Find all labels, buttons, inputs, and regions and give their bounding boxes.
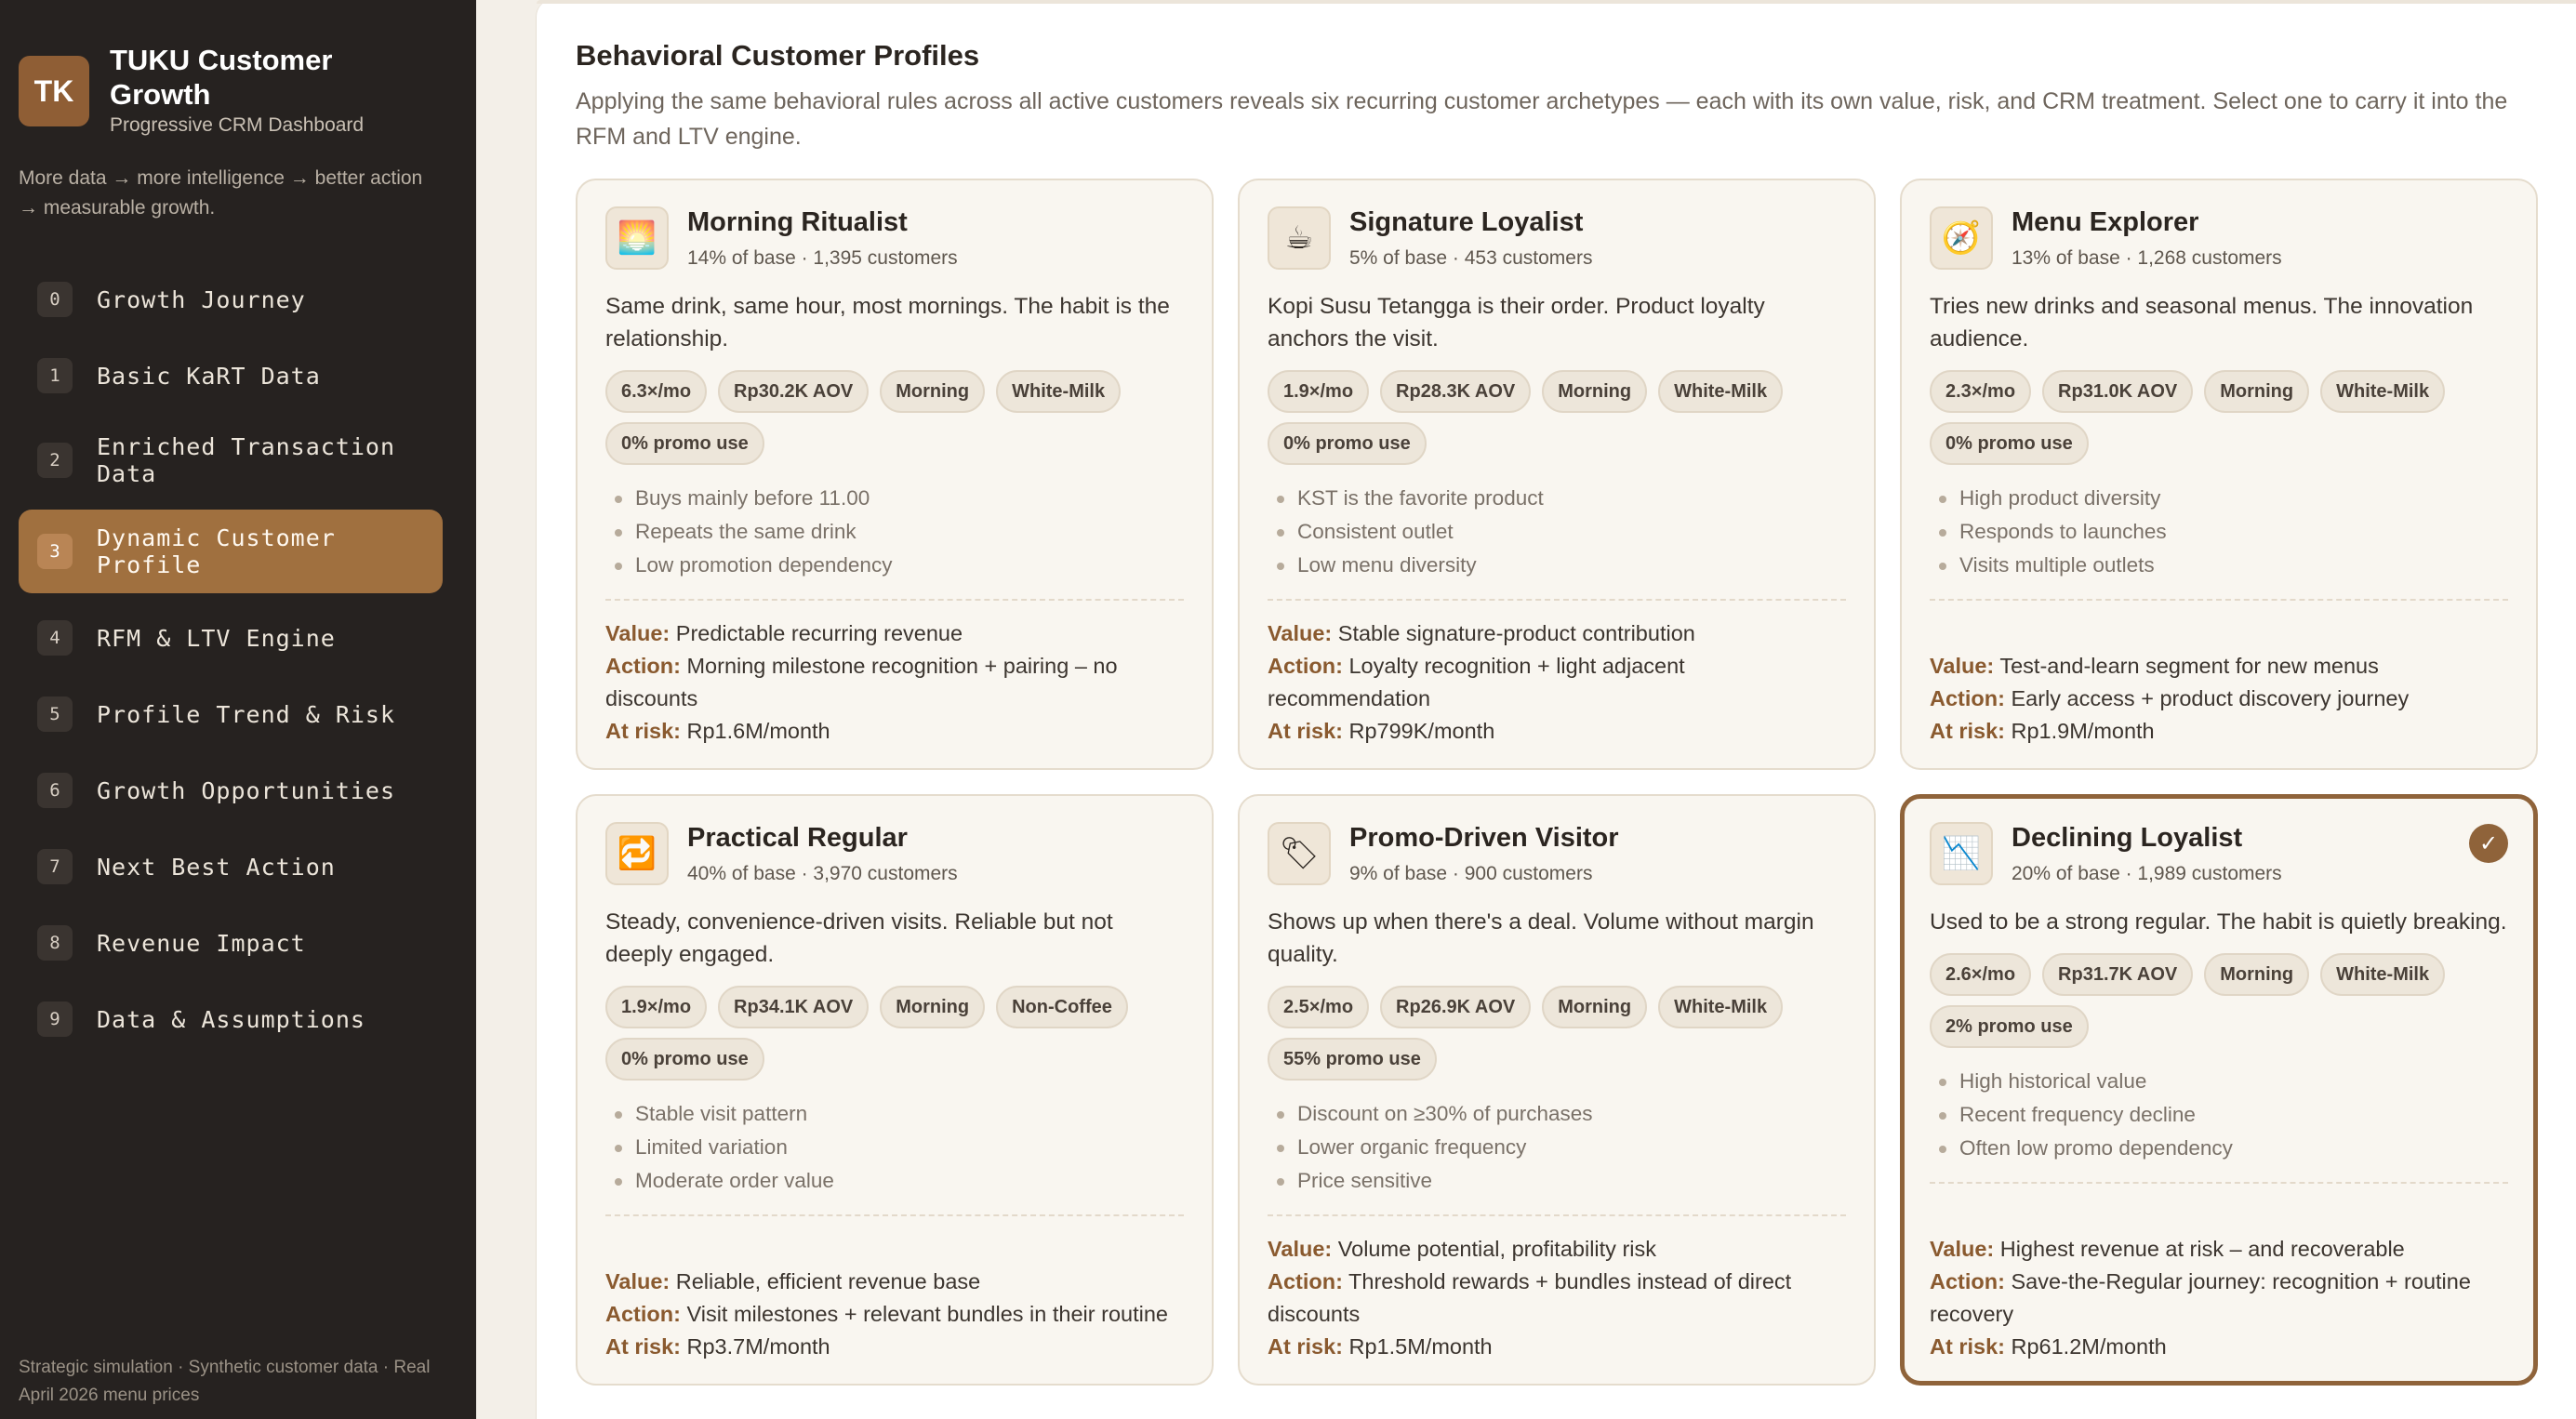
coffee-cup-icon: ☕ [1268, 206, 1331, 270]
footer-risk-label: At risk: [605, 719, 681, 743]
footer-risk-value: Rp1.5M/month [1348, 1334, 1493, 1359]
metric-chip: 6.3×/mo [605, 370, 707, 413]
sidebar-item-number: 2 [37, 443, 73, 478]
metric-chip: White-Milk [1658, 370, 1783, 413]
metric-chip: 2.3×/mo [1930, 370, 2031, 413]
metric-chip: Rp26.9K AOV [1380, 986, 1531, 1028]
metric-chip: Rp28.3K AOV [1380, 370, 1531, 413]
metric-chip: Rp34.1K AOV [718, 986, 869, 1028]
footer-risk-line [1268, 1331, 1846, 1363]
footer-action-line [1268, 1266, 1846, 1331]
profile-card[interactable] [1900, 794, 2538, 1386]
trait-list [605, 482, 1184, 582]
sidebar-item-label: Growth Journey [97, 285, 306, 313]
sidebar-item-number: 7 [37, 849, 73, 884]
sidebar-item-8[interactable] [19, 908, 443, 978]
profile-card[interactable] [576, 794, 1214, 1386]
card-divider [1930, 1182, 2508, 1184]
brand [19, 43, 389, 137]
footer-value-value: Stable signature-product contribution [1337, 621, 1695, 645]
price-tag-icon: 🏷 [1268, 822, 1331, 885]
trait-item: Low promotion dependency [605, 549, 1184, 582]
metric-chip: 2% promo use [1930, 1005, 2089, 1048]
footer-value-line [605, 617, 1184, 650]
footer-action-value: Threshold rewards + bundles instead of direct discounts [1268, 1269, 1792, 1326]
metric-chip: Rp31.0K AOV [2042, 370, 2193, 413]
sidebar-item-number: 9 [37, 1001, 73, 1037]
footer-action-line [1930, 683, 2508, 715]
footer-action-label: Action: [1930, 1269, 2005, 1293]
metric-chip: Morning [1542, 370, 1647, 413]
footer-action-line [605, 650, 1184, 715]
footer-action-label: Action: [1930, 686, 2005, 710]
footer-value-label: Value: [1268, 1237, 1333, 1261]
footer-action-value: Morning milestone recognition + pairing – no discounts [605, 654, 1118, 710]
trait-item: Recent frequency decline [1930, 1098, 2508, 1132]
trait-item: Visits multiple outlets [1930, 549, 2508, 582]
card-footer [605, 1266, 1184, 1363]
footer-action-value: Visit milestones + relevant bundles in their routine [686, 1302, 1168, 1326]
app-subtitle: Progressive CRM Dashboard [110, 114, 365, 136]
footer-risk-value: Rp61.2M/month [2011, 1334, 2167, 1359]
footer-action-label: Action: [605, 1302, 681, 1326]
profile-name: Promo-Driven Visitor [1349, 823, 1619, 853]
trait-list [1268, 482, 1846, 582]
page-description: Applying the same behavioral rules across all active customers reveals six recurring customer archetypes — each with its own value, risk, and CRM treatment. Select one to carry it into the RFM and LTV engine. [576, 88, 2508, 150]
footer-risk-line [1930, 1331, 2508, 1363]
sidebar-item-3[interactable] [19, 510, 443, 593]
trait-item: High product diversity [1930, 482, 2508, 515]
footer-value-value: Reliable, efficient revenue base [675, 1269, 981, 1293]
metric-chips [605, 370, 1163, 465]
trait-item: Discount on ≥30% of purchases [1268, 1097, 1846, 1131]
sidebar-item-number: 0 [37, 282, 73, 317]
sidebar-item-0[interactable] [19, 264, 443, 335]
metric-chips [1930, 370, 2488, 465]
card-titles [2012, 206, 2282, 270]
app-title: TUKU Customer Growth [110, 44, 333, 111]
chart-decreasing-icon: 📉 [1930, 822, 1993, 885]
trait-item: Stable visit pattern [605, 1097, 1184, 1131]
footer-action-label: Action: [1268, 1269, 1343, 1293]
footer-risk-value: Rp3.7M/month [686, 1334, 830, 1359]
sunrise-icon: 🌅 [605, 206, 669, 270]
card-divider [1268, 1214, 1846, 1216]
card-titles [2012, 822, 2282, 885]
profile-name: Morning Ritualist [687, 207, 908, 237]
profile-description: Same drink, same hour, most mornings. The habit is the relationship. [605, 294, 1170, 351]
footer-value-value: Volume potential, profitability risk [1337, 1237, 1656, 1261]
card-divider [1268, 599, 1846, 601]
sidebar-item-label: Data & Assumptions [97, 1005, 365, 1033]
page-title: Behavioral Customer Profiles [576, 39, 980, 72]
card-footer [1930, 1233, 2508, 1363]
sidebar-item-number: 1 [37, 358, 73, 393]
metric-chip: 2.6×/mo [1930, 953, 2031, 996]
footer-risk-line [1268, 715, 1846, 748]
metric-chip: Morning [2204, 953, 2309, 996]
sidebar-item-number: 6 [37, 773, 73, 808]
footer-value-line [1268, 1233, 1846, 1266]
trait-item: Limited variation [605, 1131, 1184, 1164]
footer-value-label: Value: [1268, 621, 1333, 645]
footer-risk-label: At risk: [605, 1334, 681, 1359]
metric-chip: White-Milk [1658, 986, 1783, 1028]
trait-item: Often low promo dependency [1930, 1132, 2508, 1165]
profile-grid [576, 179, 2538, 1386]
footer-value-label: Value: [605, 621, 671, 645]
card-footer [1930, 650, 2508, 748]
footer-value-label: Value: [1930, 654, 1995, 678]
card-footer [1268, 617, 1846, 748]
footer-risk-line [1930, 715, 2508, 748]
compass-icon: 🧭 [1930, 206, 1993, 270]
metric-chips [1268, 986, 1826, 1081]
metric-chip: Morning [1542, 986, 1647, 1028]
sidebar-item-number: 8 [37, 925, 73, 961]
trait-list [1930, 1065, 2508, 1165]
profile-card[interactable] [1900, 179, 2538, 770]
footer-action-value: Save-the-Regular journey: recognition + routine recovery [1930, 1269, 2471, 1326]
profile-description: Steady, convenience-driven visits. Reliable but not deeply engaged. [605, 909, 1113, 967]
card-divider [605, 599, 1184, 601]
card-header [1268, 822, 1846, 885]
metric-chip: Morning [880, 986, 985, 1028]
profile-description: Tries new drinks and seasonal menus. The innovation audience. [1930, 294, 2474, 351]
footer-action-label: Action: [1268, 654, 1343, 678]
footer-value-value: Predictable recurring revenue [675, 621, 963, 645]
footer-value-line [1930, 1233, 2508, 1266]
sidebar-item-9[interactable] [19, 984, 443, 1054]
footer-value-label: Value: [1930, 1237, 1995, 1261]
sidebar-item-number: 3 [37, 534, 73, 569]
footer-risk-line [605, 715, 1184, 748]
card-header [1268, 206, 1846, 270]
card-header [1930, 822, 2508, 885]
profile-card[interactable] [576, 179, 1214, 770]
sidebar-item-label: Revenue Impact [97, 929, 306, 957]
sidebar-item-4[interactable] [19, 603, 443, 673]
card-titles [1349, 822, 1619, 885]
footer-risk-value: Rp1.6M/month [686, 719, 830, 743]
footer-risk-value: Rp1.9M/month [2011, 719, 2155, 743]
metric-chips [1268, 370, 1826, 465]
sidebar-item-label: Profile Trend & Risk [97, 700, 396, 728]
sidebar-item-5[interactable] [19, 679, 443, 749]
sidebar-item-number: 4 [37, 620, 73, 656]
metric-chip: 0% promo use [1930, 422, 2089, 465]
trait-list [1268, 1097, 1846, 1198]
trait-item: Price sensitive [1268, 1164, 1846, 1198]
footer-note: Strategic simulation · Synthetic customer data · Real April 2026 menu prices [19, 1358, 431, 1405]
sidebar-item-label: Basic KaRT Data [97, 362, 321, 390]
profile-meta: 20% of base · 1,989 customers [2012, 863, 2282, 884]
trait-list [1930, 482, 2508, 582]
trait-item: Buys mainly before 11.00 [605, 482, 1184, 515]
metric-chip: 0% promo use [605, 422, 764, 465]
footer-action-line [605, 1298, 1184, 1331]
profile-description: Kopi Susu Tetangga is their order. Product loyalty anchors the visit. [1268, 294, 1765, 351]
metric-chips [605, 986, 1163, 1081]
selected-check-icon: ✓ [2469, 824, 2508, 863]
profile-name: Practical Regular [687, 823, 908, 853]
footer-risk-label: At risk: [1930, 1334, 2005, 1359]
metric-chip: White-Milk [2320, 370, 2445, 413]
sidebar-item-number: 5 [37, 696, 73, 732]
trait-item: Responds to launches [1930, 515, 2508, 549]
profile-meta: 14% of base · 1,395 customers [687, 247, 958, 269]
card-header [1930, 206, 2508, 270]
brand-logo: TK [19, 56, 89, 126]
footer-action-value: Loyalty recognition + light adjacent recommendation [1268, 654, 1685, 710]
footer-value-line [1268, 617, 1846, 650]
footer-action-label: Action: [605, 654, 681, 678]
trait-item: Consistent outlet [1268, 515, 1846, 549]
profile-meta: 40% of base · 3,970 customers [687, 863, 958, 884]
sidebar-item-6[interactable] [19, 755, 443, 826]
trait-item: High historical value [1930, 1065, 2508, 1098]
footer-action-value: Early access + product discovery journey [2011, 686, 2410, 710]
footer-action-line [1930, 1266, 2508, 1331]
card-divider [1930, 599, 2508, 601]
footer-action-line [1268, 650, 1846, 715]
metric-chip: Rp30.2K AOV [718, 370, 869, 413]
trait-item: Low menu diversity [1268, 549, 1846, 582]
card-titles [1349, 206, 1592, 270]
sidebar-item-label: Next Best Action [97, 853, 336, 881]
metric-chip: Morning [2204, 370, 2309, 413]
footer-value-label: Value: [605, 1269, 671, 1293]
footer-risk-label: At risk: [1930, 719, 2005, 743]
trait-item: Repeats the same drink [605, 515, 1184, 549]
footer-value-value: Highest revenue at risk – and recoverable [1999, 1237, 2405, 1261]
sidebar [0, 0, 476, 1419]
card-titles [687, 206, 958, 270]
sidebar-item-label: Enriched Transaction Data [97, 433, 396, 487]
card-footer [1268, 1233, 1846, 1363]
profile-meta: 13% of base · 1,268 customers [2012, 247, 2282, 269]
profile-card[interactable] [1238, 179, 1876, 770]
profile-card[interactable] [1238, 794, 1876, 1386]
trait-item: KST is the favorite product [1268, 482, 1846, 515]
metric-chip: Morning [880, 370, 985, 413]
profile-meta: 9% of base · 900 customers [1349, 863, 1593, 884]
footer-value-value: Test-and-learn segment for new menus [1999, 654, 2379, 678]
panel-top-divider [537, 0, 2576, 4]
footer-risk-label: At risk: [1268, 1334, 1343, 1359]
metric-chip: White-Milk [2320, 953, 2445, 996]
profile-meta: 5% of base · 453 customers [1349, 247, 1593, 269]
metric-chip: 1.9×/mo [605, 986, 707, 1028]
metric-chip: Non-Coffee [996, 986, 1128, 1028]
trait-list [605, 1097, 1184, 1198]
metric-chip: 2.5×/mo [1268, 986, 1369, 1028]
metric-chips [1930, 953, 2488, 1048]
metric-chip: 0% promo use [1268, 422, 1427, 465]
metric-chip: 55% promo use [1268, 1038, 1437, 1081]
footer-value-line [605, 1266, 1184, 1298]
card-header [605, 206, 1184, 270]
footer-risk-label: At risk: [1268, 719, 1343, 743]
sidebar-item-2[interactable] [19, 418, 443, 502]
metric-chip: 0% promo use [605, 1038, 764, 1081]
profile-description: Shows up when there's a deal. Volume without margin quality. [1268, 909, 1814, 967]
repeat-icon: 🔁 [605, 822, 669, 885]
profile-name: Declining Loyalist [2012, 823, 2243, 853]
card-footer [605, 617, 1184, 748]
footer-risk-line [605, 1331, 1184, 1363]
sidebar-item-1[interactable] [19, 340, 443, 411]
main-panel [536, 0, 2576, 1419]
footer-value-line [1930, 650, 2508, 683]
profile-name: Signature Loyalist [1349, 207, 1584, 237]
profile-description: Used to be a strong regular. The habit is quietly breaking. [1930, 909, 2507, 935]
card-header [605, 822, 1184, 885]
trait-item: Moderate order value [605, 1164, 1184, 1198]
metric-chip: White-Milk [996, 370, 1121, 413]
sidebar-item-label: Growth Opportunities [97, 776, 396, 804]
card-titles [687, 822, 958, 885]
card-divider [605, 1214, 1184, 1216]
sidebar-item-label: RFM & LTV Engine [97, 624, 336, 652]
sidebar-item-7[interactable] [19, 831, 443, 902]
metric-chip: Rp31.7K AOV [2042, 953, 2193, 996]
profile-name: Menu Explorer [2012, 207, 2199, 237]
sidebar-item-label: Dynamic Customer Profile [97, 524, 336, 578]
footer-risk-value: Rp799K/month [1348, 719, 1495, 743]
trait-item: Lower organic frequency [1268, 1131, 1846, 1164]
metric-chip: 1.9×/mo [1268, 370, 1369, 413]
tagline: More data → more intelligence → better action → measurable growth. [19, 167, 423, 219]
